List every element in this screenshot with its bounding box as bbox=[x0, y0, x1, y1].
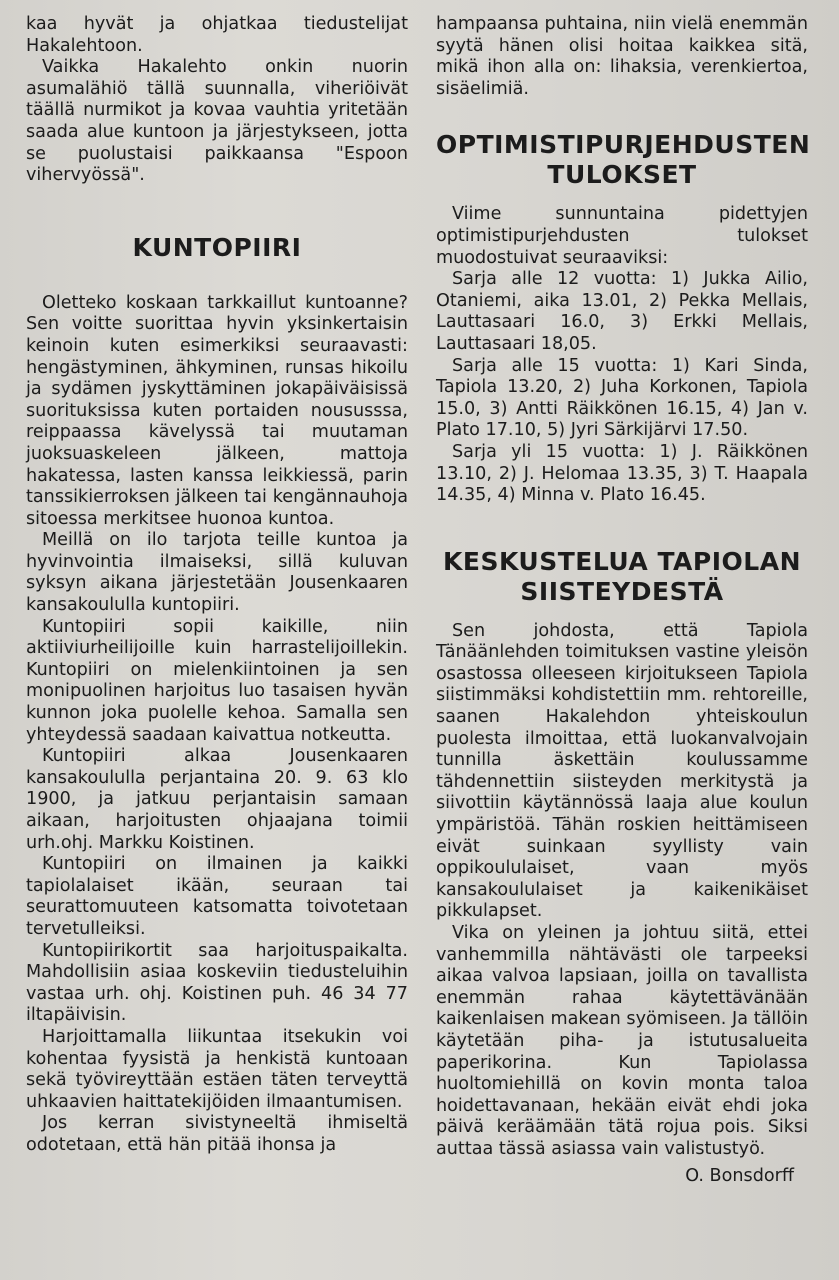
intro-paragraph-2: Vaikka Hakalehto onkin nuorin asumalähiö tällä suunnalla, viheriöivät täällä nurmikot ja kovaa vauhtia yritetään saada alue kuntoon ja järjestykseen, jotta se puolustaisi paikkaansa "Espoon vihervyössä". bbox=[26, 57, 408, 186]
optimist-paragraph-2: Sarja alle 12 vuotta: 1) Jukka Ailio, Otaniemi, aika 13.01, 2) Pekka Mellais, Lauttasaari 16.0, 3) Erkki Mellais, Lauttasaari 18,05. bbox=[436, 269, 808, 354]
kuntopiiri-paragraph-4: Kuntopiiri alkaa Jousenkaaren kansakoululla perjantaina 20. 9. 63 klo 1900, ja jatkuu perjantaisin samaan aikaan, harjoitusten ohjaajana toimii urh.ohj. Markku Koistinen. bbox=[26, 746, 408, 853]
right-column bbox=[436, 14, 811, 1187]
kuntopiiri-paragraph-5: Kuntopiiri on ilmainen ja kaikki tapiolalaiset ikään, seuraan tai seurattomuuteen katsomatta toivotetaan tervetulleiksi. bbox=[26, 854, 408, 939]
intro-paragraph-1: kaa hyvät ja ohjatkaa tiedustelijat Hakalehtoon. bbox=[26, 14, 408, 56]
kuntopiiri-paragraph-6: Kuntopiirikortit saa harjoituspaikalta. Mahdollisiin asiaa koskeviin tiedusteluihin vastaa urh. ohj. Koistinen puh. 46 34 77 iltapäivisin. bbox=[26, 940, 408, 1026]
left-column bbox=[26, 14, 408, 1157]
kuntopiiri-paragraph-8: Jos kerran sivistyneeltä ihmiseltä odotetaan, että hän pitää ihonsa ja bbox=[26, 1113, 408, 1155]
cleanliness-paragraph-2: Vika on yleinen ja johtuu siitä, ettei vanhemmilla nähtävästi ole tarpeeksi aikaa valvoa lapsiaan, joilla on tavallista enemmän rahaa käytettävänään kaikenlaisen makean syömiseen. Ja tällöin käytetään piha- ja istutusalueita paperikorina. Kun Tapiolassa huoltomiehillä on kovin monta taloa hoidettavanaan, hekään eivät ehdi joka päivä keräämään tätä rojua pois. Siksi auttaa tässä asiassa vain valistustyö. bbox=[436, 923, 808, 1159]
optimist-paragraph-3: Sarja alle 15 vuotta: 1) Kari Sinda, Tapiola 13.20, 2) Juha Korkonen, Tapiola 15.0, 3) Antti Räikkönen 16.15, 4) Jan v. Plato 17.10, 5) Jyri Särkijärvi 17.50. bbox=[436, 355, 808, 441]
kuntopiiri-paragraph-3: Kuntopiiri sopii kaikille, niin aktiiviurheilijoille kuin harrastelijoillekin. Kuntopiiri on mielenkiintoinen ja sen monipuolinen harjoitus luo tasaisen hyvän kunnon joka puolelle kehoa. Samalla sen yhteydessä saadaan kaivattua notkeutta. bbox=[26, 616, 408, 745]
optimist-paragraph-4: Sarja yli 15 vuotta: 1) J. Räikkönen 13.10, 2) J. Helomaa 13.35, 3) T. Haapala 14.35, 4) Minna v. Plato 16.45. bbox=[436, 441, 808, 506]
optimist-results-heading: OPTIMISTIPURJEHDUSTEN TULOKSET bbox=[436, 130, 811, 190]
kuntopiiri-paragraph-7: Harjoittamalla liikuntaa itsekukin voi kohentaa fyysistä ja henkistä kuntoaan sekä työvireyttään estäen täten terveyttä uhkaavien haittatekijöiden ilmaantumisen. bbox=[26, 1026, 408, 1112]
optimist-paragraph-1: Viime sunnuntaina pidettyjen optimistipurjehdusten tulokset muodostuivat seuraaviksi: bbox=[436, 204, 808, 268]
kuntopiiri-paragraph-2: Meillä on ilo tarjota teille kuntoa ja hyvinvointia ilmaiseksi, sillä kuluvan syksyn aikana järjestetään Jousenkaaren kansakoululla kuntopiiri. bbox=[26, 530, 408, 616]
cleanliness-heading: KESKUSTELUA TAPIOLAN SIISTEYDESTÄ bbox=[443, 546, 801, 606]
kuntopiiri-paragraph-1: Oletteko koskaan tarkkaillut kuntoanne? Sen voitte suorittaa hyvin yksinkertaisin keinoin kuten esimerkiksi seuraavasti: hengästyminen, ähkyminen, runsas hikoilu ja sydämen jyskyttäminen jokapäiväisissä suorituksissa kuten portaiden noususssa, reippaassa kävelyssä tai muutaman juoksuaskeleen jälkeen, mattoja hakatessa, lasten kanssa leikkiessä, parin tanssikierroksen jälkeen tai kengännauhoja sitoessa merkitsee huonoa kuntoa. bbox=[26, 292, 408, 529]
cleanliness-paragraph-1: Sen johdosta, että Tapiola Tänäänlehden toimituksen vastine yleisön osastossa olleeseen kirjoitukseen Tapiola siistimmäksi kohdistettiin mm. rehtoreille, saanen Hakalehdon yhteiskoulun puolesta ilmoittaa, että luokanvalvojain tunnilla äskettäin koulussamme tähdennettiin siisteyden merkitystä ja siivottiin käytännössä laaja alue koulun ympäristöä. Tähän roskien heittämiseen eivät suinkaan syyllisty vain oppikoululaiset, vaan myös kansakoululaiset ja kaikenikäiset pikkulapset. bbox=[436, 620, 808, 922]
kuntopiiri-heading: KUNTOPIIRI bbox=[132, 232, 302, 262]
continuation-paragraph: hampaansa puhtaina, niin vielä enemmän syytä hänen olisi hoitaa kaikkea sitä, mikä ihon alla on: lihaksia, verenkiertoa, sisäelimiä. bbox=[436, 14, 808, 99]
author-signature: O. Bonsdorff bbox=[685, 1165, 794, 1186]
